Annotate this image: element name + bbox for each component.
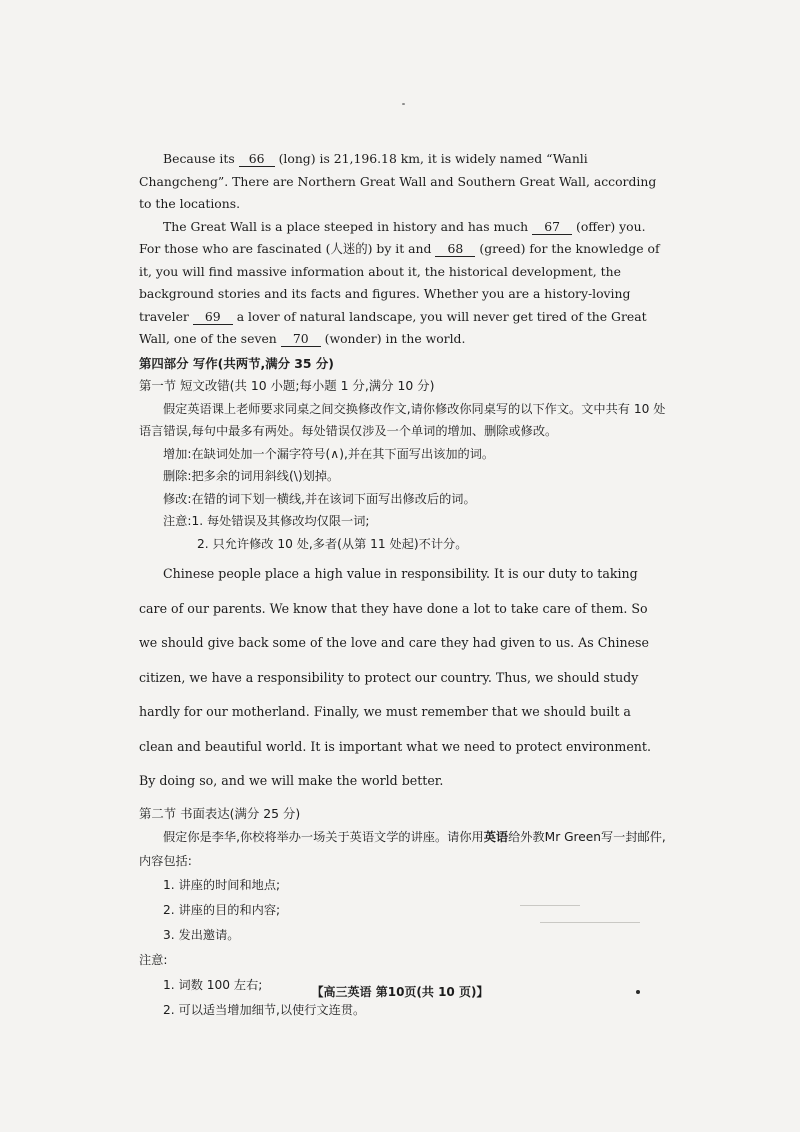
error-correction-essay: Chinese people place a high value in responsibility. It is our duty to taking care of our parents. We know that they have done a lot to take care of them. So we should give back some of the love and care they had given to us. As Chinese citizen, we have a responsibility to protect our country. Thus, we should study hardly for our motherland. Finally, we must remember that we should built a clean and beautiful world. It is important what we need to protect environment. By doing so, and we will make the world better. [139, 566, 651, 788]
rule-delete: 删除:把多余的词用斜线(\)划掉。 [163, 469, 340, 483]
reading-paragraph-2 [139, 216, 667, 351]
text-run: The Great Wall is a place steeped in history and has much [163, 218, 533, 234]
scan-speck [402, 103, 405, 105]
part4-title: 第四部分 写作(共两节,满分 35 分) [139, 355, 334, 371]
scan-speck [636, 990, 640, 994]
page-footer: 【高三英语 第10页(共 10 页)】 [311, 985, 489, 999]
blank-66: 66 [239, 151, 275, 167]
scan-smudge [520, 905, 580, 906]
section2-task [139, 825, 667, 873]
blank-67: 67 [532, 219, 572, 235]
note-2: 2. 只允许修改 10 处,多者(从第 11 处起)不计分。 [197, 536, 468, 551]
task-item-1: 1. 讲座的时间和地点; [163, 878, 281, 892]
text-run: a lover of natural landscape, you will never get tired of the Great Wall, one of the seven [139, 308, 647, 346]
blank-70: 70 [281, 331, 321, 347]
blank-68: 68 [435, 241, 475, 257]
text-run: Because its [163, 151, 239, 166]
emphasis-english: 英语 [483, 830, 509, 844]
task-item-2: 2. 讲座的目的和内容; [163, 903, 281, 917]
note-1: 注意:1. 每处错误及其修改均仅限一词; [163, 514, 370, 528]
task-item-3: 3. 发出邀请。 [163, 928, 240, 942]
text-run: (offer) you. For those who are fascinated (人迷的) by it and [139, 218, 646, 256]
rule-add: 增加:在缺词处加一个漏字符号(∧),并在其下面写出该加的词。 [163, 446, 495, 461]
section2-title: 第二节 书面表达(满分 25 分) [139, 805, 301, 821]
text-run: (wonder) in the world. [320, 331, 466, 346]
section1-instructions: 假定英语课上老师要求同桌之间交换修改作文,请你修改你同桌写的以下作文。文中共有 10 处语言错误,每句中最多有两处。每处错误仅涉及一个单词的增加、删除或修改。 [139, 401, 666, 438]
text-run: (greed) for the knowledge of it, you will find massive information about it, the historical development, the background stories and its facts and figures. Whether you are a history-loving traveler [139, 241, 660, 324]
reading-paragraph-1 [139, 148, 667, 216]
page-content [139, 148, 667, 1023]
notes-item-1: 1. 词数 100 左右; [163, 978, 263, 992]
section1-title: 第一节 短文改错(共 10 小题;每小题 1 分,满分 10 分) [139, 378, 435, 393]
text-run: 给外教Mr Green写一封邮件,内容包括: [139, 830, 666, 868]
text-run: (long) is 21,196.18 km, it is widely named “Wanli Changcheng”. There are Northern Great Wall and Southern Great Wall, according to the locations. [139, 151, 657, 211]
rule-modify: 修改:在错的词下划一横线,并在该词下面写出修改后的词。 [163, 491, 476, 506]
scan-smudge [540, 922, 640, 923]
blank-69: 69 [193, 309, 233, 325]
text-run: 假定你是李华,你校将举办一场关于英语文学的讲座。请你用 [163, 830, 484, 844]
notes-item-2: 2. 可以适当增加细节,以使行文连贯。 [163, 1003, 366, 1017]
notes-label: 注意: [139, 953, 168, 967]
